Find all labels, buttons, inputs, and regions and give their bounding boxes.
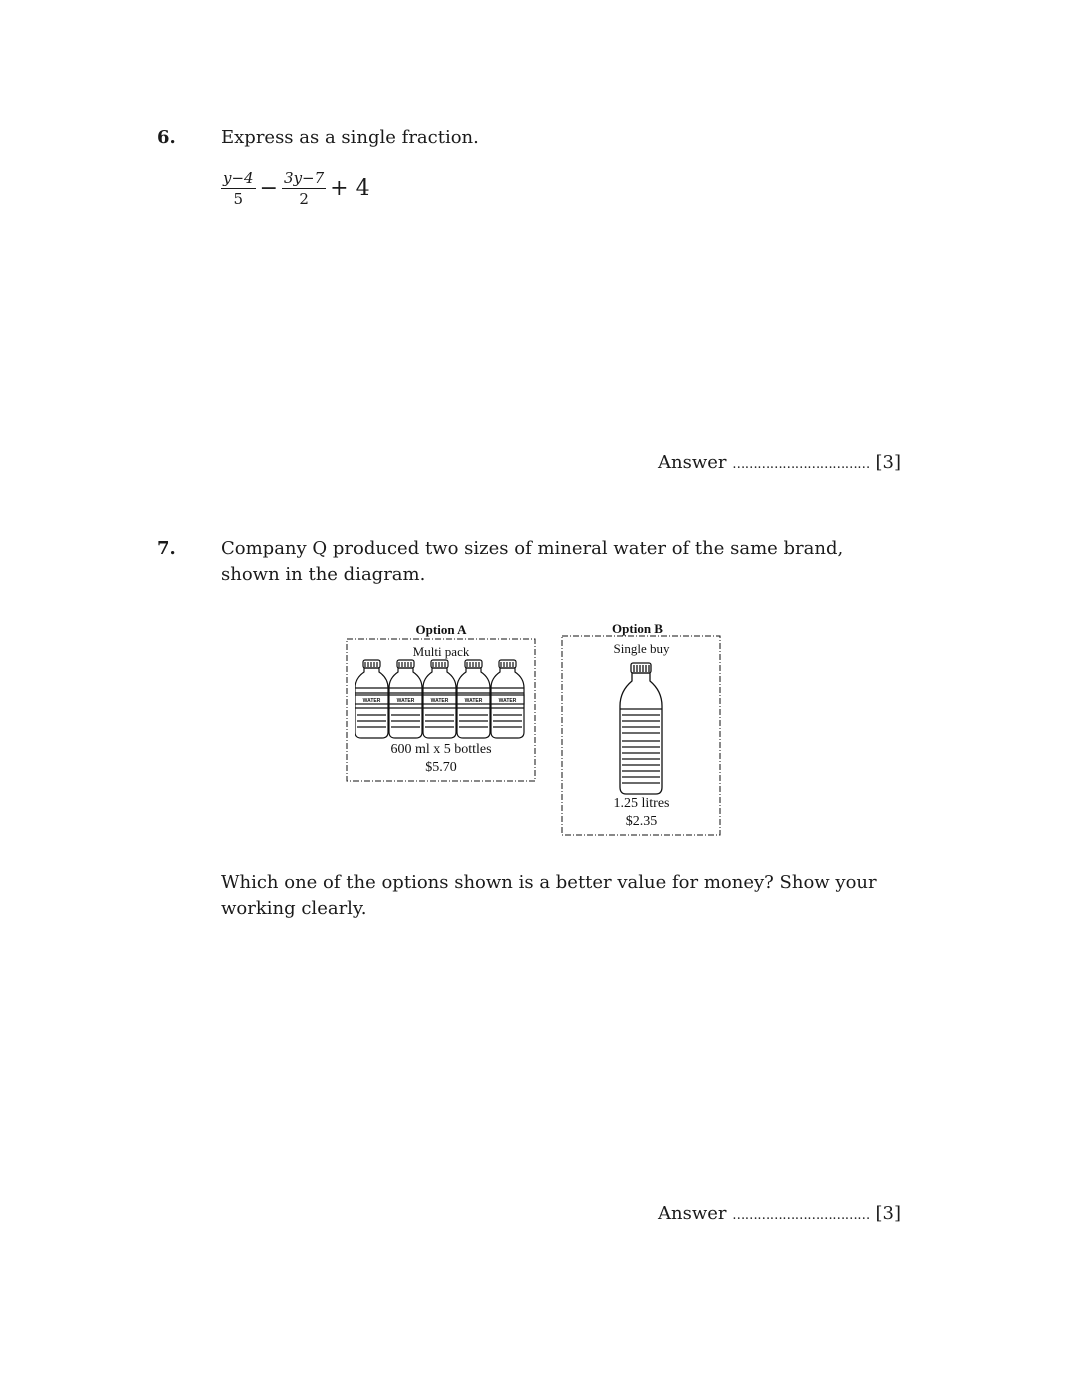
question-7-answer-line (658, 1203, 901, 1224)
question-7-number: 7. (157, 538, 176, 559)
fraction-1 (221, 168, 256, 209)
answer-dots: …………………………… (732, 1208, 870, 1223)
option-b-volume: 1.25 litres (613, 796, 670, 811)
marks: [3] (875, 452, 901, 473)
option-b-subtitle: Single buy (613, 641, 670, 656)
large-bottle-icon (618, 661, 664, 797)
question-7-prompt: Which one of the options shown is a better value for money? Show your working clearly. (221, 872, 877, 919)
fraction-2-denominator: 2 (299, 190, 309, 208)
bottle-label: WATER (396, 698, 415, 704)
answer-label: Answer (658, 452, 727, 473)
marks: [3] (875, 1203, 901, 1224)
answer-dots: …………………………… (732, 457, 870, 472)
fraction-2 (282, 168, 326, 209)
option-a-title: Option A (415, 622, 467, 637)
option-a-subtitle: Multi pack (412, 644, 470, 659)
question-6-number: 6. (157, 127, 176, 148)
bottle-label: WATER (464, 698, 483, 704)
bottle-label: WATER (498, 698, 517, 704)
minus-operator: − (259, 176, 279, 201)
option-a-panel (345, 622, 537, 784)
question-7-text: Company Q produced two sizes of mineral water of the same brand, shown in the diagram. (221, 538, 844, 585)
fraction-expression (221, 168, 374, 209)
question-6-text: Express as a single fraction. (221, 127, 479, 148)
answer-label: Answer (658, 1203, 727, 1224)
fraction-1-numerator: y−4 (223, 169, 254, 187)
question-6-answer-line (658, 452, 901, 473)
option-b-title: Option B (612, 621, 663, 636)
fraction-2-numerator: 3y−7 (284, 169, 325, 187)
option-a-price: $5.70 (425, 760, 457, 775)
option-b-price: $2.35 (625, 814, 658, 829)
option-a-volume: 600 ml x 5 bottles (390, 742, 492, 757)
fraction-1-denominator: 5 (233, 190, 244, 208)
plus-four-term: + 4 (330, 176, 370, 201)
option-b-panel (560, 621, 723, 838)
bottle-label: WATER (430, 698, 449, 704)
five-bottles-icon (355, 658, 527, 740)
bottle-label: WATER (362, 698, 381, 704)
